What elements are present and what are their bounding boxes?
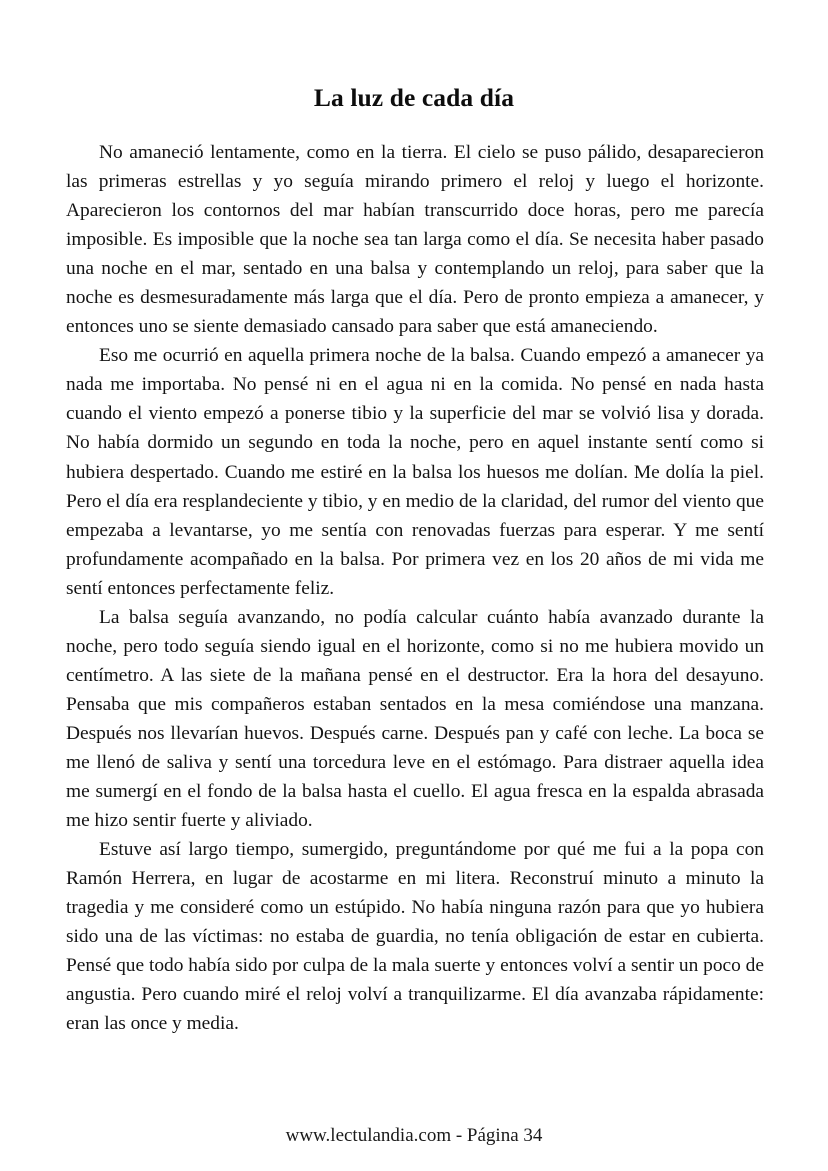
page-title: La luz de cada día [313, 83, 515, 113]
paragraph: No amaneció lentamente, como en la tierra. El cielo se puso pálido, desaparecieron las primeras estrellas y yo seguía mirando primero el reloj y luego el horizonte. Aparecieron los contornos del mar habían transcurrido doce horas, pero me parecía imposible. Es imposible que la noche sea tan larga como el día. Se necesita haber pasado una noche en el mar, sentado en una balsa y contemplando un reloj, para saber que la noche es desmesuradamente más larga que el día. Pero de pronto empieza a amanecer, y entonces uno se siente demasiado cansado para saber que está amaneciendo. [66, 142, 764, 338]
paragraph: Estuve así largo tiempo, sumergido, preguntándome por qué me fui a la popa con Ramón Herrera, en lugar de acostarme en mi litera. Reconstruí minuto a minuto la tragedia y me consideré como un estúpido. No había ninguna razón para que yo hubiera sido una de las víctimas: no estaba de guardia, no tenía obligación de estar en cubierta. Pensé que todo había sido por culpa de la mala suerte y entonces volví a sentir un poco de angustia. Pero cuando miré el reloj volví a tranquilizarme. El día avanzaba rápidamente: eran las once y media. [66, 839, 764, 1035]
body-text [66, 138, 764, 1038]
paragraph: Eso me ocurrió en aquella primera noche de la balsa. Cuando empezó a amanecer ya nada me importaba. No pensé ni en el agua ni en la comida. No pensé en nada hasta cuando el viento empezó a ponerse tibio y la superficie del mar se volvió lisa y dorada. No había dormido un segundo en toda la noche, pero en aquel instante sentí como si hubiera despertado. Cuando me estiré en la balsa los huesos me dolían. Me dolía la piel. Pero el día era resplandeciente y tibio, y en medio de la claridad, del rumor del viento que empezaba a levantarse, yo me sentía con renovadas fuerzas para esperar. Y me sentí profundamente acompañado en la balsa. Por primera vez en los 20 años de mi vida me sentí entonces perfectamente feliz. [66, 345, 764, 599]
page-footer: www.lectulandia.com - Página 34 [285, 1125, 543, 1146]
paragraph: La balsa seguía avanzando, no podía calcular cuánto había avanzado durante la noche, pero todo seguía siendo igual en el horizonte, como si no me hubiera movido un centímetro. A las siete de la mañana pensé en el destructor. Era la hora del desayuno. Pensaba que mis compañeros estaban sentados en la mesa comiéndose una manzana. Después nos llevarían huevos. Después carne. Después pan y café con leche. La boca se me llenó de saliva y sentí una torcedura leve en el estómago. Para distraer aquella idea me sumergí en el fondo de la balsa hasta el cuello. El agua fresca en la espalda abrasada me hizo sentir fuerte y aliviado. [66, 606, 764, 832]
